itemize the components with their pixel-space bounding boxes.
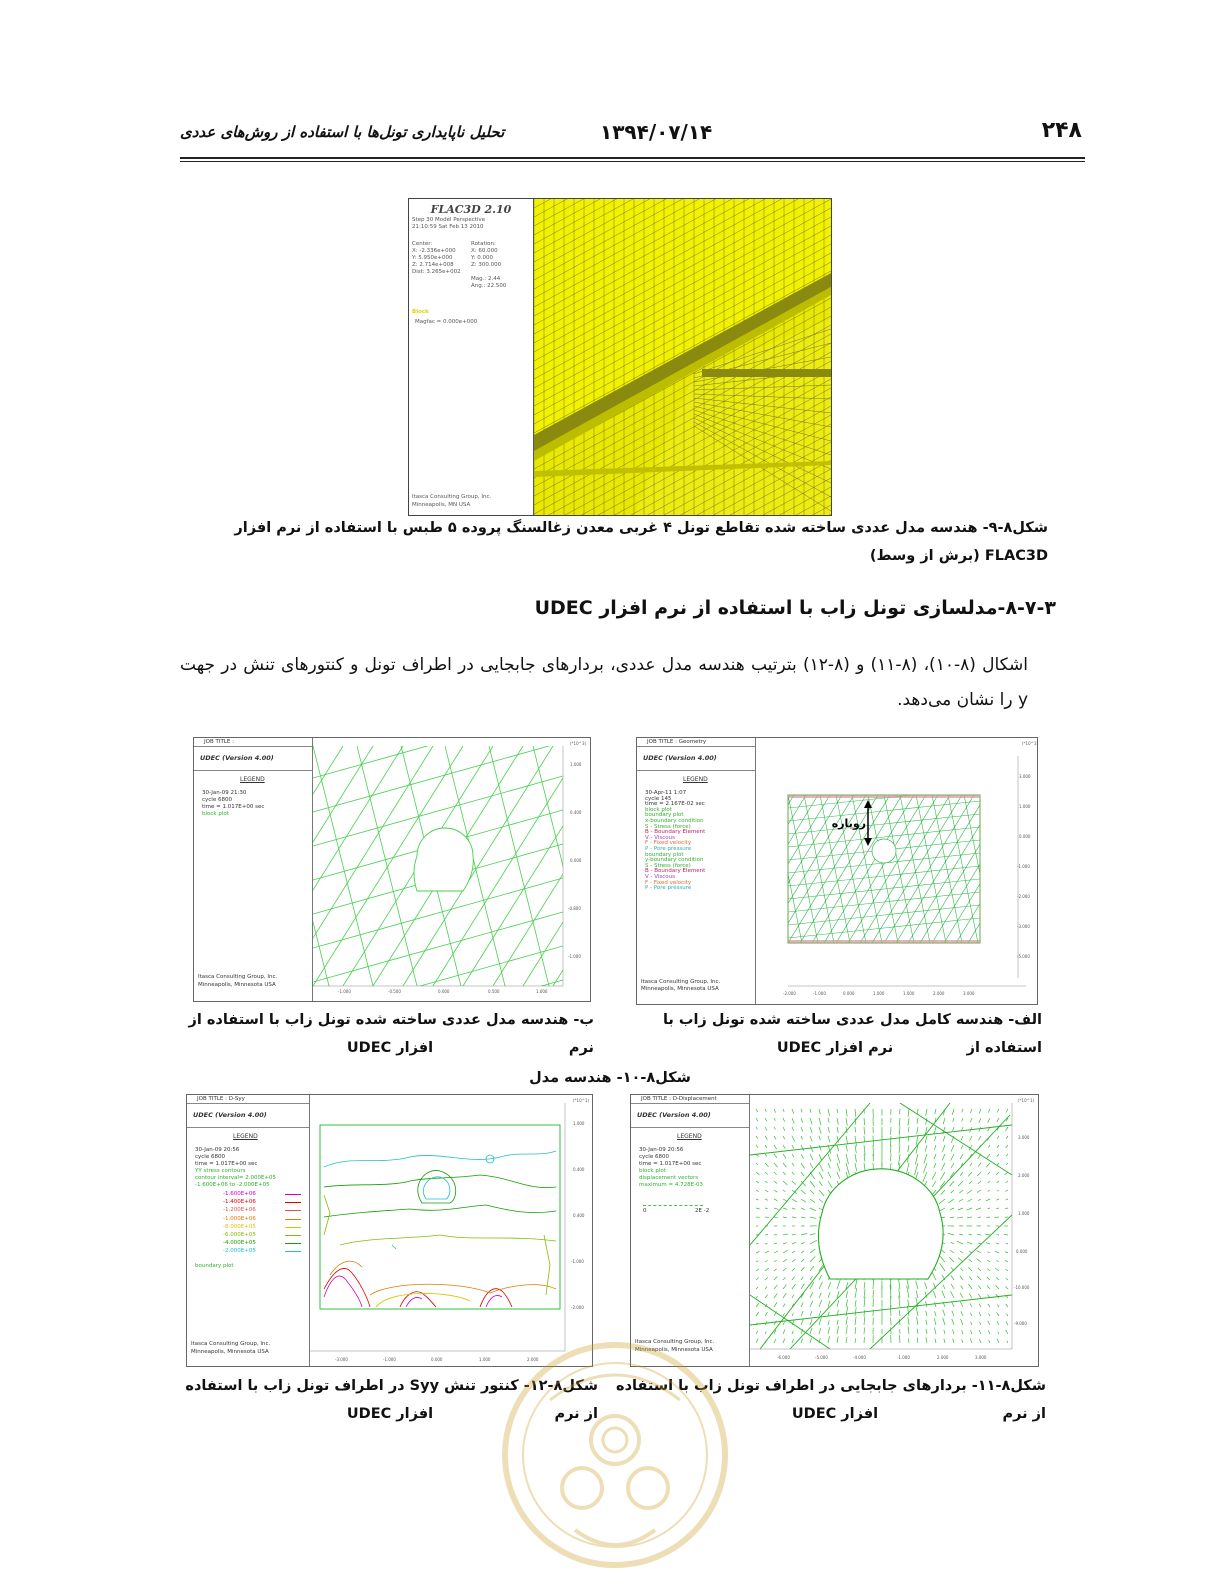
udec-a-legend-line: 30-Apr-11 1:07 — [645, 790, 687, 796]
udec-disp-version: UDEC (Version 4.00) — [637, 1111, 711, 1119]
udec-syy-company: Itasca Consulting Group, Inc. — [191, 1341, 271, 1347]
figure-11-caption-line2: افزار UDEC — [791, 1406, 879, 1422]
flac3d-title: FLAC3D 2.10 — [430, 203, 512, 216]
udec-disp-company: Itasca Consulting Group, Inc. — [635, 1339, 715, 1345]
udec-disp-legend-line: 30-Jan-09 20:56 — [639, 1147, 684, 1153]
udec-a-job-title: JOB TITLE : Geometry — [647, 739, 707, 745]
udec-syy-legend-line: 30-Jan-09 20:56 — [195, 1147, 240, 1153]
udec-disp-legend-line: block plot — [639, 1168, 666, 1174]
udec-a-legend-line: F - Fixed velocity — [645, 840, 692, 847]
udec-a-legend-line: S - Stress (force) — [645, 823, 691, 830]
syy-contour-swatch — [285, 1227, 301, 1228]
udec-syy-legend-line: contour interval= 2.000E+05 — [195, 1175, 277, 1181]
syy-contour-level: -1.400E+06 — [223, 1199, 256, 1206]
flac3d-company-city: Minneapolis, MN USA — [412, 502, 471, 508]
header-date: ۱۳۹۴/۰۷/۱۴ — [600, 120, 713, 144]
flac3d-step: Step 30 Model Perspective — [412, 217, 486, 223]
udec-disp-legend-line: displacement vectors — [639, 1175, 699, 1181]
fig-a-caption-line2: نرم افزار UDEC — [776, 1040, 894, 1056]
udec-disp-legend-line: time = 1.017E+00 sec — [639, 1161, 702, 1167]
udec-a-legend-panel — [637, 738, 756, 1004]
udec-disp-legend: LEGEND — [677, 1133, 702, 1140]
fig-b-caption-line1: ب- هندسه مدل عددی ساخته شده تونل زاب با استفاده از نرم — [188, 1012, 594, 1056]
udec-a-plot — [756, 738, 1036, 1004]
udec-syy-legend-line: YY stress contours — [195, 1168, 246, 1174]
udec-geometry-figure: JOB TITLE : Geometry UDEC (Version 4.00) LEGEND 30-Apr-11 1:07 cycle 145 time = 2.167E-02 sec block plot boundary plot x-boundary condition S - Stress (force) B - Boundary Element V - Viscous F - Fixed velocity P - Pore pressure boundary plot y-boundary condition S - Stress (force) B - Boundary Element V - Viscous F - Fixed velocity P - Pore pressure Itasca Consulting Group, Inc. Minneapolis, Minnesota USA روباره (*10^3) 3.000 1.000 0.000 -1.000 -2.000 -3.000 -5.000 -2.000 -1.000 0.000 1.000 1.000 2.000 3.000 — [636, 737, 1038, 1005]
udec-a-legend-line: boundary plot — [645, 812, 684, 819]
udec-disp-job-title: JOB TITLE : D-Displacement — [641, 1096, 717, 1102]
flac3d-magfac: Magfac = 0.000e+000 — [415, 319, 478, 325]
flac3d-mag: Mag.: 2.44 — [471, 276, 501, 282]
flac3d-company: Itasca Consulting Group, Inc. — [412, 494, 492, 500]
udec-syy-plot — [310, 1095, 591, 1366]
flac3d-center-y: Y: 5.950e+000 — [412, 255, 453, 261]
syy-contour-swatch — [285, 1219, 301, 1220]
udec-syy-legend: LEGEND — [233, 1133, 258, 1140]
udec-a-legend: LEGEND — [683, 776, 708, 783]
syy-contour-swatch — [285, 1202, 301, 1203]
udec-disp-company-city: Minneapolis, Minnesota USA — [635, 1347, 713, 1353]
flac3d-info-panel — [409, 199, 534, 515]
syy-contour-level: -6.000E+05 — [223, 1232, 256, 1238]
figure-10-caption: شکل۸-۱۰- هندسه مدل — [529, 1070, 691, 1086]
udec-b-legend: LEGEND — [240, 776, 265, 783]
flac3d-center-z: Z: 2.714e+008 — [412, 262, 454, 268]
flac3d-rot-z: Z: 300.000 — [471, 262, 502, 268]
fig-a-caption-line1: الف- هندسه کامل مدل عددی ساخته شده تونل زاب با استفاده از — [662, 1012, 1042, 1056]
udec-b-job-title: JOB TITLE : — [204, 739, 234, 745]
figure-9-caption: شکل۸-۹- هندسه مدل عددی ساخته شده تقاطع تونل ۴ غربی معدن زغالسنگ پروده ۵ طبس با استفاده از نرم افزار FLAC3D (برش از وسط) — [234, 520, 1048, 564]
udec-a-legend-line: B - Boundary Element — [645, 829, 706, 836]
udec-a-legend-line: P - Pore pressure — [645, 846, 692, 852]
udec-b-legend-line: cycle 6800 — [202, 797, 232, 803]
udec-syy-legend-panel — [187, 1095, 310, 1366]
udec-block-figure: JOB TITLE : UDEC (Version 4.00) LEGEND 30-Jan-09 21:30 cycle 6800 time = 1.017E+00 sec block plot Itasca Consulting Group, Inc. Minneapolis, Minnesota USA (*10^3) 1.000 0.400 0.000 -0.800 -1.000 -1.000 -0.500 0.000 0.500 1.000 — [193, 737, 591, 1002]
udec-a-legend-line: x-boundary condition — [645, 818, 704, 824]
udec-syy-legend-line: -1.600E+06 to -2.000E+05 — [195, 1182, 270, 1188]
section-heading: ۸-۷-۳-مدلسازی تونل زاب با استفاده از نرم افزار UDEC — [534, 597, 1056, 619]
syy-contour-level: -8.000E+05 — [223, 1223, 256, 1230]
udec-syy-job-title: JOB TITLE : D-Syy — [197, 1096, 245, 1102]
udec-a-legend-line: S - Stress (force) — [645, 862, 691, 869]
udec-disp-plot — [750, 1095, 1037, 1366]
watermark-seal — [490, 1330, 740, 1580]
body-paragraph: اشکال (۸-۱۰)، (۸-۱۱) و (۸-۱۲) بترتیب هندسه مدل عددی، بردارهای جابجایی در اطراف تونل و کنتورهای تنش در جهت y را نشان می‌دهد. — [180, 655, 1028, 710]
syy-contour-level: -1.000E+06 — [223, 1215, 256, 1222]
udec-disp-legend-line: cycle 6800 — [639, 1154, 669, 1160]
udec-syy-figure: JOB TITLE : D-Syy UDEC (Version 4.00) LEGEND 30-Jan-09 20:56 cycle 6800 time = 1.017E+00 sec YY stress contours contour interval= 2.000E+05 -1.600E+06 to -2.000E+05 -1.600E+06 -1.400E+06 -1.200E+06 -1.000E+06 -8.000E+05 -6.000E+05 -4.000E+05 -2.000E+05 boundary plot Itasca Consulting Group, Inc. Minneapolis, Minnesota USA (*10^1) 1.000 0.400 0.400 -1.000 -2.000 -3.000 -1.000 0.000 1.000 2.000 — [186, 1094, 593, 1367]
header-rule-thin — [180, 161, 1085, 162]
syy-contour-swatch — [285, 1243, 301, 1244]
udec-b-legend-panel — [194, 738, 313, 1001]
udec-a-legend-line: V - Viscous — [645, 874, 676, 880]
udec-syy-company-city: Minneapolis, Minnesota USA — [191, 1349, 269, 1355]
syy-contour-swatch — [285, 1235, 301, 1236]
flac3d-rotation-label: Rotation: — [471, 241, 496, 247]
flac3d-block-label: Block — [412, 309, 429, 315]
udec-b-legend-line: time = 1.017E+00 sec — [202, 804, 265, 810]
udec-disp-legend-panel — [631, 1095, 750, 1366]
overburden-label: روباره — [831, 817, 866, 830]
figure-12-caption-line2: افزار UDEC — [346, 1406, 434, 1422]
udec-b-plot — [313, 738, 589, 1001]
udec-b-version: UDEC (Version 4.00) — [200, 754, 274, 762]
flac3d-dist: Dist: 3.265e+002 — [412, 269, 461, 275]
flac3d-center-x: X: -2.336e+000 — [412, 248, 456, 254]
udec-a-legend-line: boundary plot — [645, 851, 684, 858]
udec-displacement-figure: JOB TITLE : D-Displacement UDEC (Version 4.00) LEGEND 30-Jan-09 20:56 cycle 6800 time = 1.017E+00 sec block plot displacement vectors maximum = 4.728E-03 0 2E -2 Itasca Consulting Group, Inc. Minneapolis, Minnesota USA (*10^1) 3.000 2.000 1.000 0.000 -10.000 -9.000 -6.000 -5.000 -4.000 -1.000 2.000 3.000 — [630, 1094, 1039, 1367]
flac3d-mesh-view — [534, 199, 831, 515]
flac3d-rot-y: Y: 0.000 — [471, 255, 493, 261]
udec-a-legend-line: P - Pore pressure — [645, 885, 692, 892]
udec-b-legend-line: 30-Jan-09 21:30 — [202, 790, 247, 796]
udec-a-company-city: Minneapolis, Minnesota USA — [641, 986, 719, 992]
page-number: ۲۴۸ — [1041, 118, 1082, 143]
syy-contour-swatch — [285, 1194, 301, 1195]
udec-a-legend-line: cycle 145 — [645, 795, 672, 802]
udec-a-legend-line: y-boundary condition — [645, 857, 704, 864]
flac3d-rot-x: X: 60.000 — [471, 248, 498, 254]
udec-b-legend-line: block plot — [202, 811, 229, 817]
flac3d-ang: Ang.: 22.500 — [471, 283, 507, 289]
udec-a-legend-line: block plot — [645, 806, 672, 813]
udec-a-version: UDEC (Version 4.00) — [643, 754, 717, 762]
disp-scale-left: 0 — [643, 1208, 647, 1214]
udec-a-legend-line: F - Fixed velocity — [645, 879, 692, 886]
flac3d-time: 21:10:59 Sat Feb 13 2010 — [412, 224, 484, 230]
fig-b-caption-line2: افزار UDEC — [346, 1040, 434, 1056]
udec-syy-legend-line: time = 1.017E+00 sec — [195, 1161, 258, 1167]
udec-a-company: Itasca Consulting Group, Inc. — [641, 979, 721, 985]
udec-a-legend-line: B - Boundary Element — [645, 868, 706, 875]
udec-b-company: Itasca Consulting Group, Inc. — [198, 974, 278, 980]
syy-contour-swatch — [285, 1210, 301, 1211]
flac3d-center-label: Center: — [412, 241, 433, 247]
udec-syy-version: UDEC (Version 4.00) — [193, 1111, 267, 1119]
syy-contour-level: -4.000E+05 — [223, 1240, 256, 1247]
flac3d-figure — [408, 198, 832, 516]
disp-scale-right: 2E -2 — [695, 1208, 710, 1214]
header-rule — [180, 157, 1085, 159]
syy-contour-level: -1.600E+06 — [223, 1191, 256, 1197]
syy-contour-level: -1.200E+06 — [223, 1207, 256, 1214]
running-title: تحلیل ناپایداری تونل‌ها با استفاده از روش‌های عددی — [180, 123, 505, 141]
figure-12-caption-line1: شکل۸-۱۲- کنتور تنش Syy در اطراف تونل زاب با استفاده از نرم — [185, 1378, 598, 1422]
syy-contour-level: -2.000E+05 — [223, 1248, 256, 1255]
udec-b-company-city: Minneapolis, Minnesota USA — [198, 982, 276, 988]
udec-syy-legend-line: cycle 6800 — [195, 1154, 225, 1160]
udec-disp-legend-line: maximum = 4.728E-03 — [639, 1182, 704, 1188]
udec-a-legend-line: V - Viscous — [645, 834, 676, 841]
syy-contour-swatch — [285, 1251, 301, 1252]
syy-boundary-plot: boundary plot — [195, 1263, 234, 1269]
figure-11-caption-line1: شکل۸-۱۱- بردارهای جابجایی در اطراف تونل زاب با استفاده از نرم — [616, 1378, 1046, 1422]
udec-a-legend-line: time = 2.167E-02 sec — [645, 801, 705, 808]
